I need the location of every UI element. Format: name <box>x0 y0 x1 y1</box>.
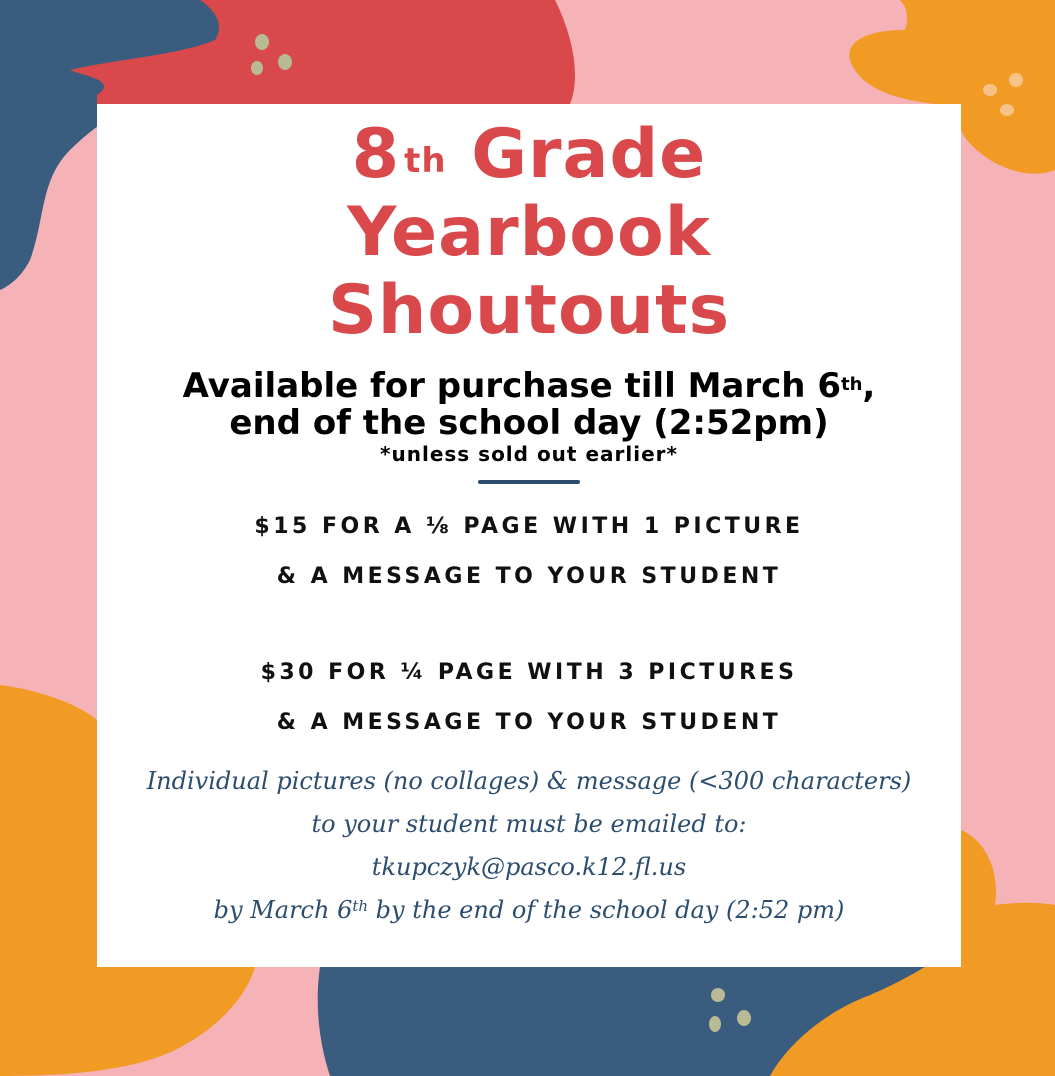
offer-2-line-2: & A MESSAGE TO YOUR STUDENT <box>276 710 782 735</box>
title-line-3: Shoutouts <box>327 271 731 350</box>
offer-1 <box>97 502 961 602</box>
availability-text <box>97 368 961 442</box>
title-line-1 <box>97 116 961 194</box>
deadline-end: by the end of the school day (2:52 pm) <box>368 896 845 924</box>
instructions-line-1: Individual pictures (no collages) & message (<300 characters) <box>146 767 912 795</box>
deadline-superscript: th <box>352 897 369 915</box>
sold-out-note: *unless sold out earlier* <box>380 442 678 466</box>
title-grade-word: Grade <box>446 115 707 194</box>
offer-2 <box>97 648 961 748</box>
offer-1-line-1: $15 FOR A ⅛ PAGE WITH 1 PICTURE <box>254 514 804 539</box>
availability-line-1-text: Available for purchase till March 6 <box>182 366 841 406</box>
flyer-title <box>97 116 961 350</box>
availability-line-1 <box>97 368 961 405</box>
flyer-card <box>97 104 961 967</box>
availability-line-2: end of the school day (2:52pm) <box>229 403 829 443</box>
offer-2-line-1: $30 FOR ¼ PAGE WITH 3 PICTURES <box>260 660 798 685</box>
availability-comma: , <box>862 366 876 406</box>
title-number: 8 <box>351 115 401 194</box>
offer-1-line-2: & A MESSAGE TO YOUR STUDENT <box>276 564 782 589</box>
availability-superscript: th <box>840 374 863 395</box>
divider-line <box>478 480 580 484</box>
deadline-start: by March 6 <box>213 896 353 924</box>
instructions-deadline <box>97 889 961 932</box>
submission-instructions <box>97 760 961 932</box>
title-superscript: th <box>404 141 447 181</box>
instructions-line-2: to your student must be emailed to: <box>311 810 747 838</box>
title-line-2: Yearbook <box>347 193 711 272</box>
instructions-email: tkupczyk@pasco.k12.fl.us <box>371 853 687 881</box>
